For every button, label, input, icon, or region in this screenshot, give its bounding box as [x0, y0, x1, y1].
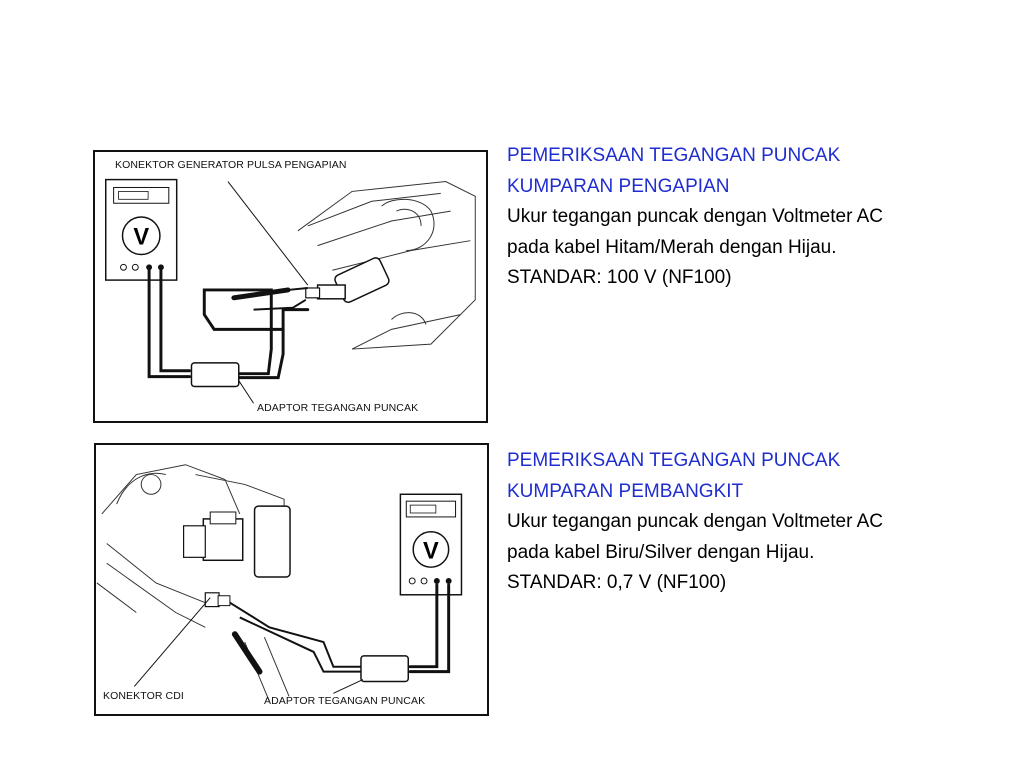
svg-text:V: V	[423, 538, 439, 565]
section-heading: PEMERIKSAAN TEGANGAN PUNCAK	[507, 450, 841, 471]
callout-adaptor: ADAPTOR TEGANGAN PUNCAK	[264, 695, 426, 707]
section-pulse-generator	[507, 446, 987, 599]
section-standard: STANDAR: 0,7 V (NF100)	[507, 572, 727, 593]
callout-cdi-connector: KONEKTOR CDI	[103, 690, 184, 702]
pulse-generator-diagram	[94, 443, 489, 716]
section-heading: KUMPARAN PEMBANGKIT	[507, 480, 744, 502]
section-heading: PEMERIKSAAN TEGANGAN PUNCAK	[507, 145, 841, 166]
svg-text:V: V	[133, 224, 150, 251]
peak-voltage-adaptor-icon	[361, 656, 408, 682]
section-ignition-coil	[507, 141, 987, 294]
section-body: pada kabel Hitam/Merah dengan Hijau.	[507, 236, 837, 258]
callout-generator-connector: KONEKTOR GENERATOR PULSA PENGAPIAN	[115, 159, 347, 171]
voltmeter-icon	[400, 494, 461, 595]
pulse-generator-illustration	[96, 445, 487, 714]
voltmeter-icon	[106, 180, 177, 281]
section-body: Ukur tegangan puncak dengan Voltmeter AC	[507, 206, 884, 227]
callout-adaptor: ADAPTOR TEGANGAN PUNCAK	[257, 402, 419, 414]
ignition-coil-diagram	[93, 150, 488, 423]
section-body: pada kabel Biru/Silver dengan Hijau.	[507, 541, 815, 563]
section-standard: STANDAR: 100 V (NF100)	[507, 267, 732, 288]
peak-voltage-adaptor-icon	[191, 363, 238, 387]
section-body: Ukur tegangan puncak dengan Voltmeter AC	[507, 511, 884, 532]
section-heading: KUMPARAN PENGAPIAN	[507, 175, 730, 197]
ignition-coil-illustration	[95, 152, 486, 421]
